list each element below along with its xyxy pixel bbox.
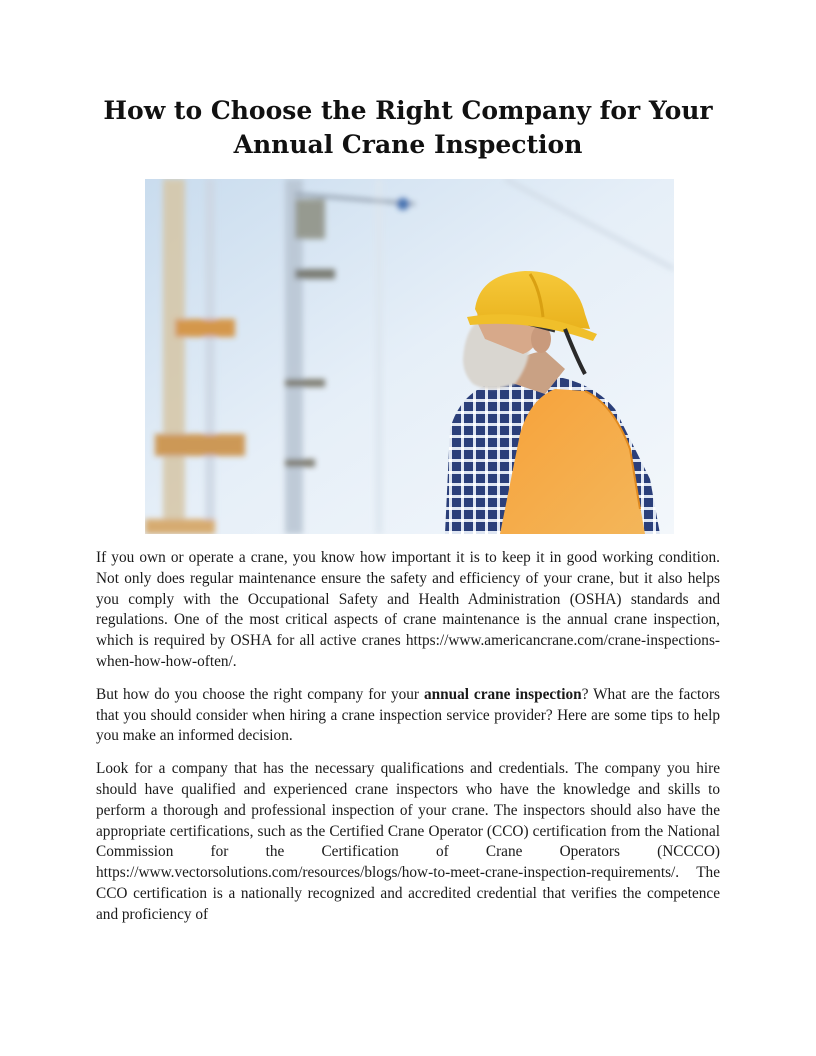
page-title: How to Choose the Right Company for Your Annual Crane Inspection: [103, 96, 713, 159]
article-body: [96, 548, 720, 938]
crane-inspector-photo: [145, 179, 674, 534]
paragraph-choose-start: But how do you choose the right company for your: [96, 685, 424, 703]
paragraph-choose-end: ? What are the factors that you should consider when hiring a crane inspection service provider? Here are some tips to help you make an informed decision.: [96, 685, 721, 745]
paragraph-qualifications: Look for a company that has the necessary qualifications and credentials. The company you hire should have qualified and experienced crane inspectors who have the knowledge and skills to perform a thorough and professional inspection of your crane. The inspectors should also have the appropriate certifications, such as the Certified Crane Operator (CCO) certification from the National Commission for the Certification of Crane Operators (NCCCO) https://www.vectorsolutions.com/resources/blogs/how-to-meet-crane-inspection-requirements/. The CCO certification is a nationally recognized and accredited credential that verifies the competence and proficiency of: [96, 760, 720, 923]
paragraph-choose: [96, 685, 720, 747]
bold-keyword: annual crane inspection: [423, 685, 582, 703]
paragraph-intro: If you own or operate a crane, you know how important it is to keep it in good working condition. Not only does regular maintenance ensure the safety and efficiency of your crane, but it also helps you comply with the Occupational Safety and Health Administration (OSHA) standards and regulations. One of the most critical aspects of crane maintenance is the annual crane inspection, which is required by OSHA for all active cranes https://www.americancrane.com/crane-inspections-when-how-how-often/.: [96, 549, 720, 670]
